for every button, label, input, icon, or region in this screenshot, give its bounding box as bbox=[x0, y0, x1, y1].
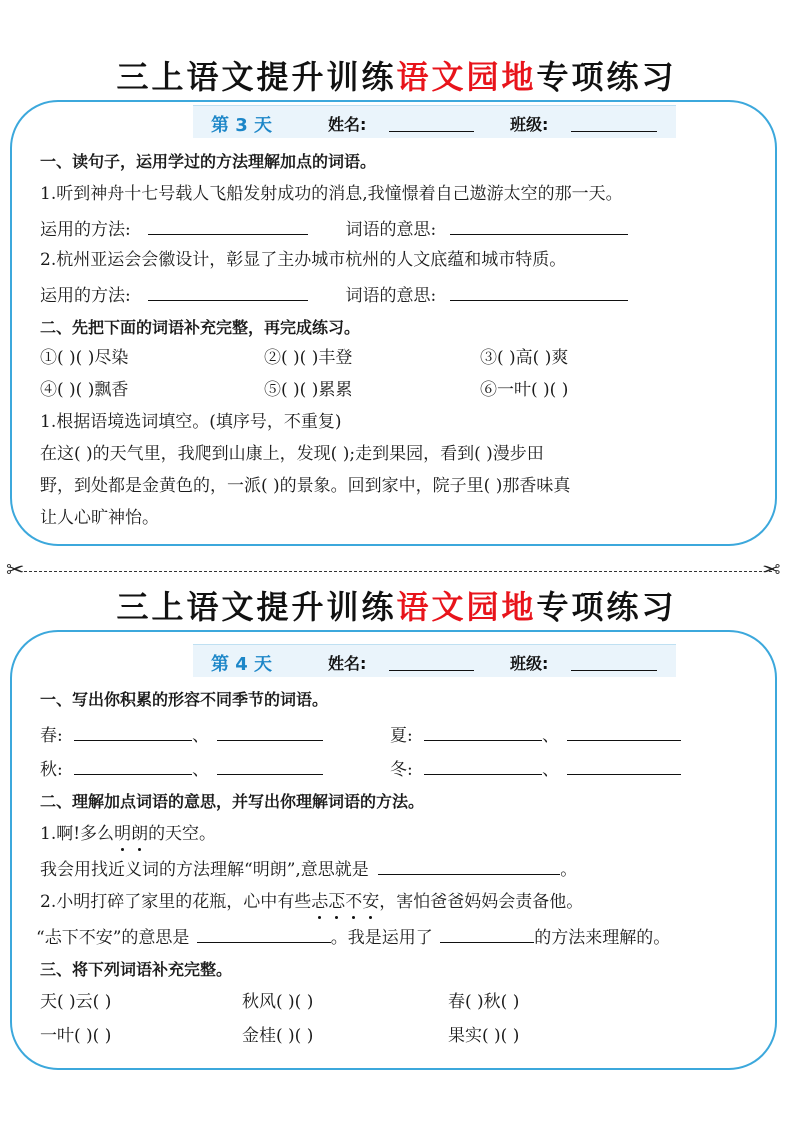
class-field[interactable] bbox=[571, 670, 657, 671]
summer-blank-2[interactable] bbox=[567, 722, 681, 741]
day-label: 第 4 天 bbox=[211, 654, 273, 675]
section-heading: 二、先把下面的词语补充完整，再完成练习。 bbox=[40, 318, 361, 337]
meaning-blank[interactable] bbox=[450, 216, 628, 235]
answer-row bbox=[40, 282, 628, 308]
word-fill[interactable]: 金桂( )( ) bbox=[242, 1026, 314, 1046]
title-prefix: 三上语文提升训练 bbox=[116, 588, 397, 626]
summer-label: 夏: bbox=[389, 726, 413, 746]
q1-post: 的天空。 bbox=[148, 824, 217, 844]
name-label: 姓名: bbox=[328, 654, 367, 673]
word-fill[interactable]: 春( )秋( ) bbox=[448, 992, 520, 1012]
title-suffix: 专项练习 bbox=[536, 588, 677, 626]
summer-blank-1[interactable] bbox=[424, 722, 542, 741]
dotted-char: 安 bbox=[362, 892, 380, 912]
autumn-blank-1[interactable] bbox=[74, 756, 192, 775]
title-prefix: 三上语文提升训练 bbox=[116, 58, 397, 96]
answer-row bbox=[40, 856, 577, 882]
autumn-blank-2[interactable] bbox=[217, 756, 323, 775]
cut-line bbox=[24, 571, 772, 572]
answer-row bbox=[36, 924, 670, 950]
title-highlight: 语文园地 bbox=[396, 588, 537, 626]
season-row bbox=[40, 722, 681, 748]
dotted-char: 忐 bbox=[311, 892, 329, 912]
method-label: 运用的方法: bbox=[40, 286, 131, 306]
class-label: 班级: bbox=[510, 115, 549, 134]
passage-line: 在这( )的天气里，我爬到山康上，发现( );走到果园，看到( )漫步田 bbox=[40, 444, 544, 464]
method-label: 运用的方法: bbox=[40, 220, 131, 240]
worksheet-title-1 bbox=[0, 52, 793, 98]
word-fill[interactable]: 秋风( )( ) bbox=[242, 992, 314, 1012]
q2-method-blank[interactable] bbox=[440, 924, 534, 943]
separator: 、 bbox=[542, 726, 560, 746]
word-fill[interactable]: ⑥一叶( )( ) bbox=[480, 380, 569, 400]
name-field[interactable] bbox=[389, 670, 474, 671]
autumn-label: 秋: bbox=[40, 760, 63, 780]
q1-answer-blank[interactable] bbox=[378, 856, 560, 875]
title-suffix: 专项练习 bbox=[536, 58, 677, 96]
spring-blank-1[interactable] bbox=[74, 722, 192, 741]
word-fill[interactable]: ⑤( )( )累累 bbox=[264, 380, 353, 400]
question-text: 1.听到神舟十七号载人飞船发射成功的消息,我憧憬着自己遨游太空的那一天。 bbox=[40, 184, 623, 204]
meaning-label: 词语的意思: bbox=[345, 286, 437, 306]
q2-method-suffix: 的方法来理解的。 bbox=[534, 928, 671, 948]
name-label: 姓名: bbox=[328, 115, 367, 134]
question-text bbox=[40, 822, 216, 846]
title-highlight: 语文园地 bbox=[396, 58, 537, 96]
season-row bbox=[40, 756, 681, 782]
q2-pre: 2.小明打碎了家里的花瓶，心中有些 bbox=[40, 892, 312, 912]
scissors-icon: ✂ bbox=[6, 558, 25, 583]
section-heading: 二、理解加点词语的意思，并写出你理解词语的方法。 bbox=[40, 792, 425, 811]
winter-label: 冬: bbox=[389, 760, 413, 780]
dotted-char: 忑 bbox=[328, 892, 346, 912]
meaning-label: 词语的意思: bbox=[345, 220, 437, 240]
q1-answer-label: 我会用找近义词的方法理解“明朗”,意思就是 bbox=[40, 860, 369, 880]
word-fill[interactable]: 一叶( )( ) bbox=[40, 1026, 112, 1046]
word-fill[interactable]: ③( )高( )爽 bbox=[480, 348, 569, 368]
question-text: 2.杭州亚运会会徽设计，彰显了主办城市杭州的人文底蕴和城市特质。 bbox=[40, 250, 567, 270]
q2-meaning-label: “忐下不安”的意思是 bbox=[36, 928, 190, 948]
day3-header bbox=[193, 105, 676, 138]
class-label: 班级: bbox=[510, 654, 549, 673]
section-heading: 一、写出你积累的形容不同季节的词语。 bbox=[40, 690, 329, 709]
method-blank[interactable] bbox=[148, 282, 308, 301]
winter-blank-1[interactable] bbox=[424, 756, 542, 775]
passage-line: 让人心旷神怡。 bbox=[40, 508, 159, 528]
question-text bbox=[40, 890, 583, 914]
section-heading: 三、将下列词语补充完整。 bbox=[40, 960, 233, 979]
separator: 、 bbox=[192, 726, 210, 746]
period: 。 bbox=[560, 860, 578, 880]
day-label: 第 3 天 bbox=[211, 115, 273, 136]
question-text: 1.根据语境选词填空。(填序号，不重复) bbox=[40, 412, 342, 432]
word-fill[interactable]: ②( )( )丰登 bbox=[264, 348, 353, 368]
section-heading: 一、读句子，运用学过的方法理解加点的词语。 bbox=[40, 152, 377, 171]
separator: 、 bbox=[542, 760, 560, 780]
worksheet-title-2 bbox=[0, 582, 793, 628]
spring-label: 春: bbox=[40, 726, 63, 746]
passage-line: 野，到处都是金黄色的，一派( )的景象。回到家中，院子里( )那香味真 bbox=[40, 476, 571, 496]
q2-post: ，害怕爸爸妈妈会责备他。 bbox=[379, 892, 584, 912]
answer-row bbox=[40, 216, 628, 242]
q2-meaning-blank[interactable] bbox=[197, 924, 331, 943]
word-fill[interactable]: ④( )( )飘香 bbox=[40, 380, 129, 400]
meaning-blank[interactable] bbox=[450, 282, 628, 301]
word-fill[interactable]: 天( )云( ) bbox=[40, 992, 112, 1012]
day4-header bbox=[193, 644, 676, 677]
scissors-icon: ✂ bbox=[762, 558, 781, 583]
spring-blank-2[interactable] bbox=[217, 722, 323, 741]
method-blank[interactable] bbox=[148, 216, 308, 235]
word-fill[interactable]: ①( )( )尽染 bbox=[40, 348, 129, 368]
class-field[interactable] bbox=[571, 131, 657, 132]
q2-method-label: 。我是运用了 bbox=[330, 928, 433, 948]
dotted-char: 不 bbox=[345, 892, 363, 912]
dotted-char: 朗 bbox=[131, 824, 149, 844]
q1-pre: 1.啊!多么 bbox=[40, 824, 115, 844]
name-field[interactable] bbox=[389, 131, 474, 132]
dotted-char: 明 bbox=[114, 824, 132, 844]
word-fill[interactable]: 果实( )( ) bbox=[448, 1026, 520, 1046]
separator: 、 bbox=[192, 760, 210, 780]
winter-blank-2[interactable] bbox=[567, 756, 681, 775]
